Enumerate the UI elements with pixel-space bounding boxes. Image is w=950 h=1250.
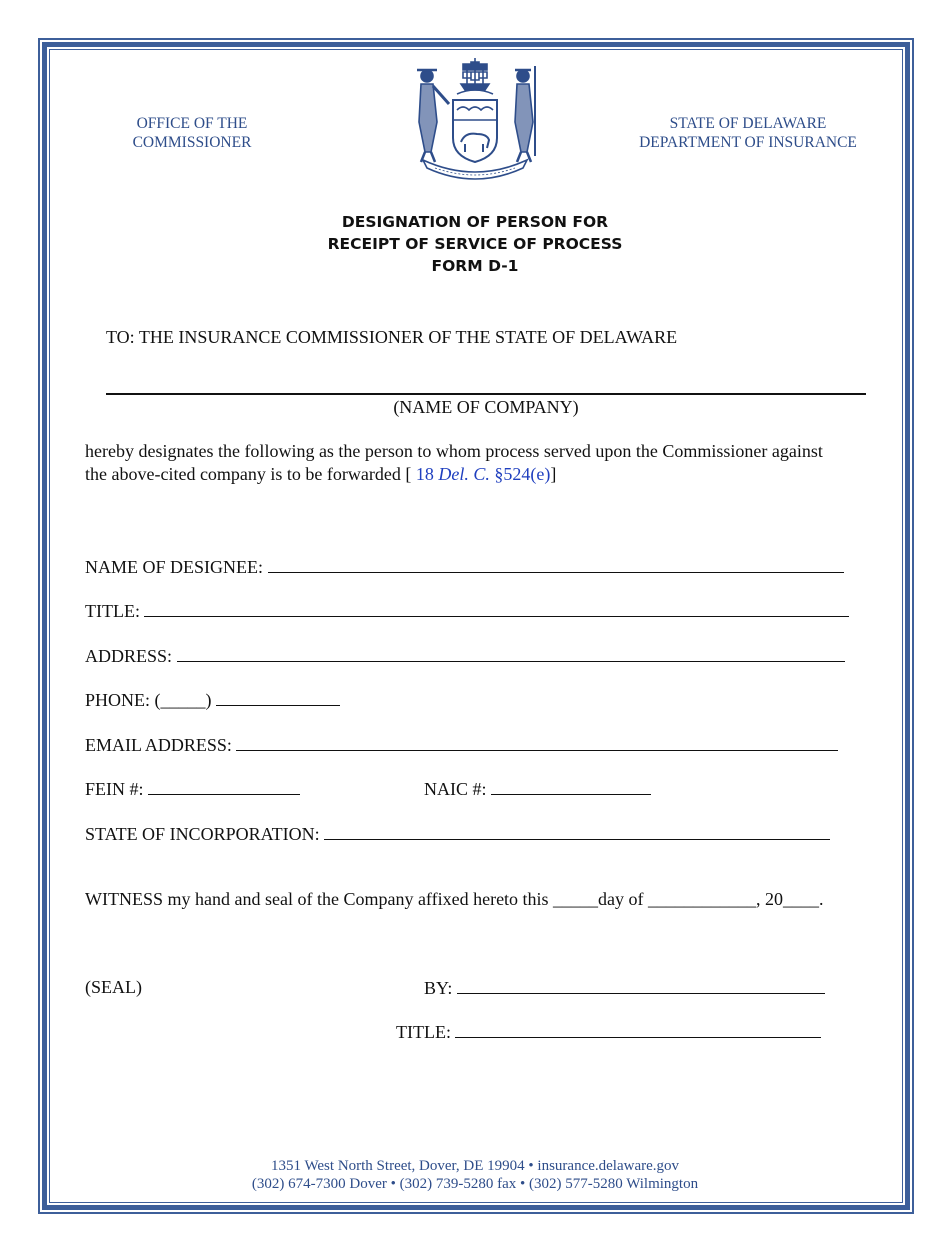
office-header [92,114,292,152]
signature-by-field[interactable] [457,977,825,994]
title-field[interactable] [144,600,849,617]
address-row [85,645,845,667]
citation-section: §524(e) [489,464,551,484]
naic-row [424,778,651,800]
designation-statement [85,440,865,486]
signer-title-field[interactable] [455,1021,821,1038]
designee-label: NAME OF DESIGNEE: [85,557,263,577]
citation-title-number: 18 [415,464,439,484]
email-label: EMAIL ADDRESS: [85,735,232,755]
statute-citation [416,464,550,484]
address-field[interactable] [177,645,845,662]
department-header-line2: DEPARTMENT OF INSURANCE [639,134,857,151]
form-title [0,211,950,277]
citation-close-bracket: ] [550,464,557,484]
office-header-line1: OFFICE OF THE [136,115,248,132]
designee-row [85,556,844,578]
signer-title-label: TITLE: [396,1022,451,1042]
citation-code: Del. C. [438,464,490,484]
address-label: ADDRESS: [85,646,173,666]
statement-line1: hereby designates the following as the person to whom process served upon the Commissioner against [85,441,823,461]
naic-label: NAIC #: [424,779,487,799]
title-label: TITLE: [85,601,140,621]
seal-label: (SEAL) [85,977,142,997]
fein-row [85,778,300,800]
by-label: BY: [424,978,453,998]
phone-row [85,689,340,711]
office-header-line2: COMMISSIONER [132,134,252,151]
fein-label: FEIN #: [85,779,144,799]
designee-field[interactable] [268,556,844,573]
delaware-seal-icon [405,52,545,182]
department-header [608,114,888,152]
state-incorporation-row [85,823,830,845]
phone-label: PHONE: (_____) [85,690,212,710]
naic-field[interactable] [491,778,651,795]
by-row [424,977,825,999]
phone-field[interactable] [216,689,340,706]
department-header-line1: STATE OF DELAWARE [669,115,827,132]
company-name-label: (NAME OF COMPANY) [393,397,579,417]
statement-line2-text: the above-cited company is to be forwarded [ [85,464,416,484]
witness-clause: WITNESS my hand and seal of the Company affixed hereto this _____day of ____________, 20____. [85,889,824,909]
addressee-line: TO: THE INSURANCE COMMISSIONER OF THE STATE OF DELAWARE [106,327,678,347]
state-incorporation-field[interactable] [324,823,830,840]
form-title-line3: FORM D-1 [431,257,519,275]
footer-phones: (302) 674-7300 Dover • (302) 739-5280 fax • (302) 577-5280 Wilmington [251,1176,699,1192]
footer-contact [0,1157,950,1193]
email-row [85,734,838,756]
fein-field[interactable] [148,778,300,795]
email-field[interactable] [236,734,838,751]
footer-address: 1351 West North Street, Dover, DE 19904 • insurance.delaware.gov [270,1158,680,1174]
form-title-line2: RECEIPT OF SERVICE OF PROCESS [327,235,623,253]
signer-title-row [396,1021,821,1043]
state-incorporation-label: STATE OF INCORPORATION: [85,824,320,844]
form-title-line1: DESIGNATION OF PERSON FOR [341,213,609,231]
company-name-field[interactable] [106,393,866,395]
statement-line2 [85,463,865,486]
title-row [85,600,849,622]
